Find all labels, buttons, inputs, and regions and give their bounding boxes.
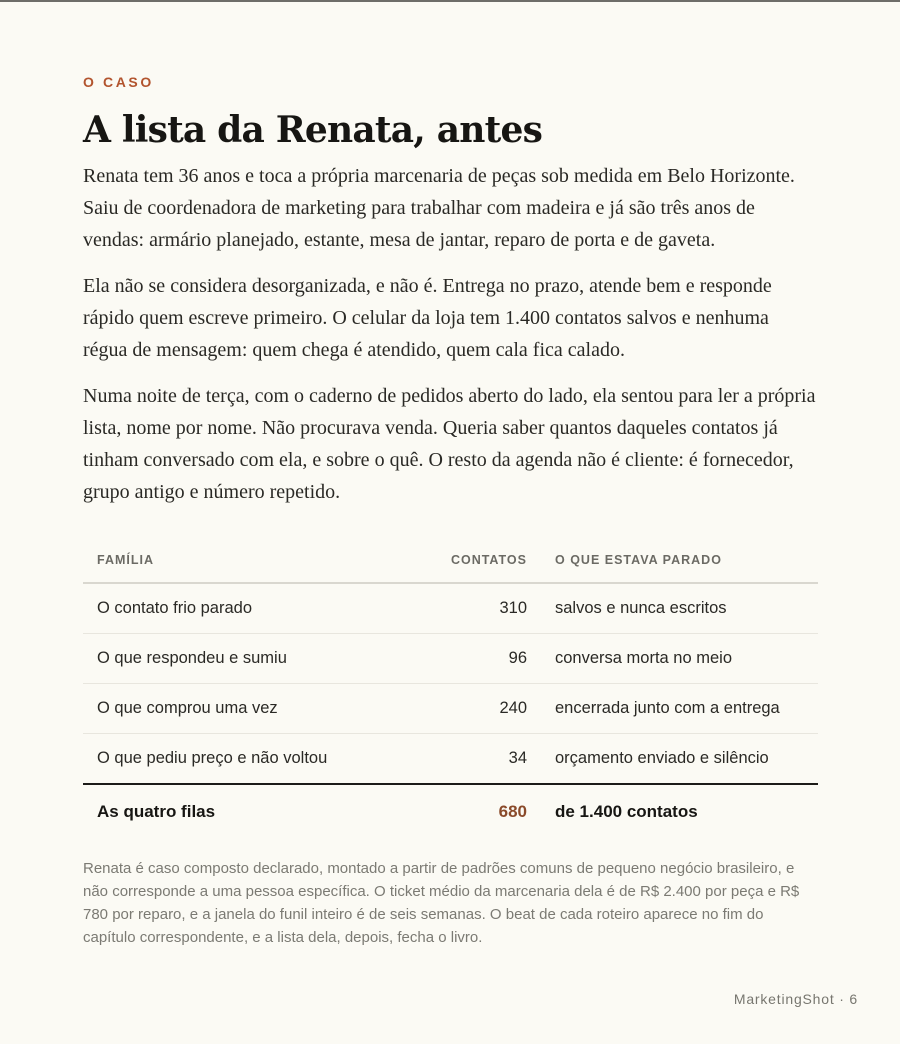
footer-brand: MarketingShot [733,991,835,1007]
row-contacts: 240 [411,684,541,734]
row-family: O que comprou uma vez [83,684,411,734]
row-contacts: 34 [411,734,541,785]
row-family: O contato frio parado [83,583,411,634]
row-contacts: 310 [411,583,541,634]
table-total-row [83,784,818,839]
table-header-row [83,538,818,583]
total-value: 680 [498,802,527,821]
header-family: FAMÍLIA [83,538,411,583]
table-row [83,634,818,684]
header-stalled: O QUE ESTAVA PARADO [541,538,818,583]
contacts-table [83,538,818,839]
paragraph-1: Renata tem 36 anos e toca a própria marcenaria de peças sob medida em Belo Horizonte. Saiu de coordenadora de marketing para trabalhar com madeira e já são três anos de vendas: armário planejado, estante, mesa de jantar, reparo de porta e de gaveta. [83,165,795,251]
top-rule [0,0,900,2]
row-stalled: conversa morta no meio [541,634,818,684]
page-footer [734,991,858,1007]
paragraph-2: Ela não se considera desorganizada, e não é. Entrega no prazo, atende bem e responde rápido quem escreve primeiro. O celular da loja tem 1.400 contatos salvos e nenhuma régua de mensagem: quem chega é atendido, quem cala fica calado. [83,275,772,361]
page-number: 6 [849,991,858,1007]
row-stalled: encerrada junto com a entrega [541,684,818,734]
row-stalled: salvos e nunca escritos [541,583,818,634]
total-note: de 1.400 contatos [555,802,698,821]
header-contacts: CONTATOS [411,538,541,583]
page-content [83,72,818,949]
table-row [83,583,818,634]
table-row [83,684,818,734]
table-row [83,734,818,785]
row-family: O que respondeu e sumiu [83,634,411,684]
row-family: O que pediu preço e não voltou [83,734,411,785]
total-label: As quatro filas [97,802,216,821]
row-contacts: 96 [411,634,541,684]
paragraph-3: Numa noite de terça, com o caderno de pedidos aberto do lado, ela sentou para ler a própria lista, nome por nome. Não procurava venda. Queria saber quantos daqueles contatos já tinham conversado com ela, e sobre o quê. O resto da agenda não é cliente: é fornecedor, grupo antigo e número repetido. [83,385,816,503]
section-eyebrow: O CASO [83,74,154,90]
footer-separator: · [839,991,845,1007]
row-stalled: orçamento enviado e silêncio [541,734,818,785]
footnote: Renata é caso composto declarado, montado a partir de padrões comuns de pequeno negócio brasileiro, e não corresponde a uma pessoa específica. O ticket médio da marcenaria dela é de R$ 2.400 por peça e R$ 780 por reparo, e a janela do funil inteiro é de seis semanas. O beat de cada roteiro aparece no fim do capítulo correspondente, e a lista dela, depois, fecha o livro. [83,860,800,946]
page-title: A lista da Renata, antes [83,109,543,151]
